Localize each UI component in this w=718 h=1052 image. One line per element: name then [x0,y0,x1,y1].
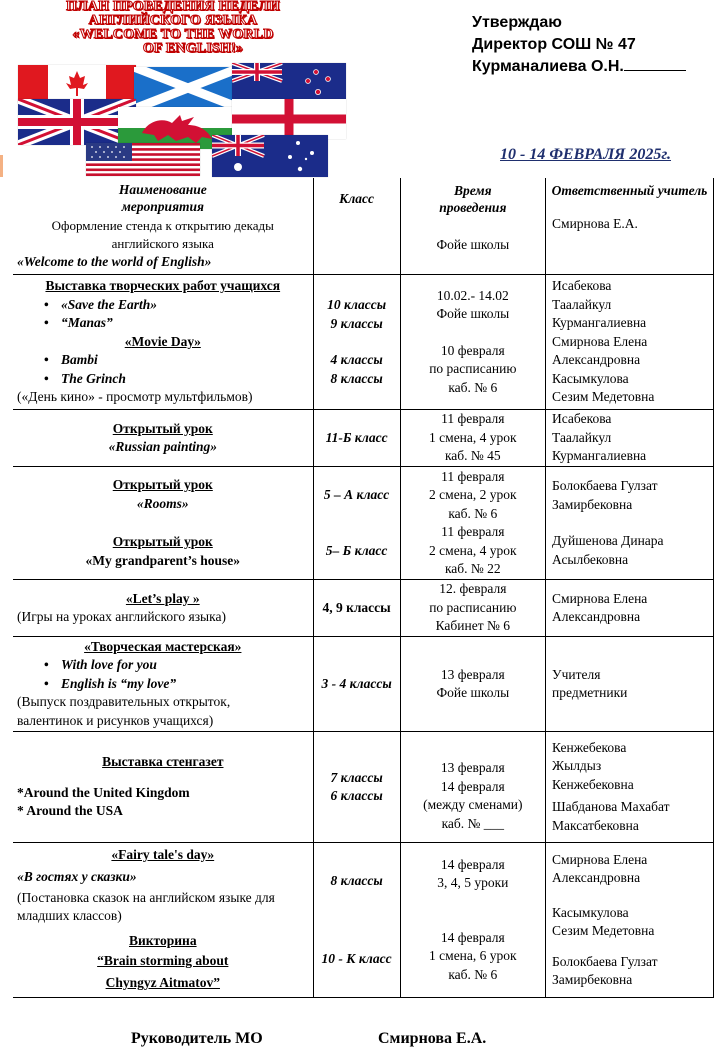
time-value: по расписанию [429,361,517,377]
fairy-tale-class-cell [313,843,400,998]
title-line-2: АНГЛИЙСКОГО ЯЗЫКА [88,13,258,28]
table-row [13,275,714,410]
time-value: 14 февраля [440,929,505,945]
teacher-value: Кенжебекова [552,739,627,755]
teacher-value: Шабданова Махабат [552,799,670,815]
director-name-line [472,56,686,78]
lets-play-note: (Игры на уроках английского языка) [17,609,226,624]
header-name: Наименование мероприятия [118,181,207,214]
newspaper-teacher-cell [546,732,714,843]
canada-flag [18,65,136,103]
quiz-name: Chyngyz Aitmatov” [105,975,220,991]
time-value: 13 февраля [440,666,505,682]
quiz-name: “Brain storming about [97,953,229,969]
lesson-cell [13,410,313,467]
teacher-value: предметники [552,685,628,700]
teacher-value: Замирбековна [552,972,633,987]
time-value: каб. № 6 [448,966,498,982]
class-value: 5– Б класс [325,543,388,558]
director-title: Директор СОШ № 47 [472,36,636,53]
title-line-3: «WELCOME TO THE WORLD [72,27,274,42]
time-value: 13 февраля [440,760,505,775]
teacher-value: Исабекова [552,411,612,427]
title-line-4: OF ENGLISH!» [142,41,244,56]
fairy-tale-teacher-cell [546,843,714,998]
header-class-cell [313,178,400,275]
teacher-value: Болокбаева Гулзат [552,478,658,493]
time-value: 2 смена, 2 урок [429,487,517,502]
class-value: 11-Б класс [313,410,400,467]
time-value: каб. № 6 [448,379,498,395]
list-item: • The Grinch [61,370,309,389]
workshop-teacher-cell [546,637,714,732]
list-item: • English is “my love” [61,675,309,694]
teacher-value: Максатбековна [552,817,639,833]
header-name-cell [13,178,313,275]
teacher-value: Смирнова Елена [552,333,648,349]
fairy-tale-subtitle: «В гостях у сказки» [17,869,137,885]
workshop-time-cell [400,637,545,732]
class-value: 8 классы [330,872,383,888]
footer-name: Смирнова Е.А. [378,1030,487,1047]
fairy-tale-note: (Постановка сказок на английском языке для младших классов) [17,889,275,924]
workshop-cell [13,637,313,732]
exhibition-title: Выставка творческих работ учащихся [45,278,281,294]
time-value: Фойе школы [436,306,510,322]
workshop-title: «Творческая мастерская» [84,638,242,654]
table-row [13,467,714,580]
lesson-name: «My grandparent’s house» [85,552,241,568]
lesson-name: «Rooms» [136,495,189,511]
teacher-value: Учителя [552,666,601,682]
time-value: 11 февраля [441,524,505,539]
lets-play-cell [13,580,313,637]
teacher-value: Таалайкул [552,296,612,312]
time-value: по расписанию [429,599,517,615]
list-item: • “Manas” [61,314,309,333]
time-value: (между сменами) [423,797,523,812]
class-value: 8 классы [330,370,383,386]
scotland-flag [134,67,242,109]
exhibition-class-cell [313,275,400,410]
footer-role: Руководитель МО [131,1030,263,1047]
table-row [13,843,714,998]
plan-title [8,0,338,56]
teacher-value: Дуйшенова Динара [552,533,664,548]
teacher-value: Александровна [552,352,641,368]
teacher-value: Замирбековна [552,496,633,512]
time-value: 1 смена, 4 урок [429,429,517,445]
class-value: 4, 9 классы [313,580,400,637]
class-value: 6 классы [330,788,383,803]
quiz-title: Викторина [128,932,197,948]
australia-flag [212,135,328,177]
teacher-value: Жылдыз [552,758,602,774]
lesson-teacher-cell [546,410,714,467]
time-value: каб. № 6 [448,505,498,521]
teacher-value: Курмангалиевна [552,315,647,331]
list-item: • Bambi [61,351,309,370]
header-teacher: Ответственный учитель [551,183,708,198]
england-flag [232,99,346,139]
teacher-value: Александровна [552,609,641,624]
class-value: 10 - К класс [321,951,392,966]
stand-text: Оформление стенда к открытию декады английского языка [51,217,274,251]
time-value: 11 февраля [441,468,505,484]
class-value: 9 классы [330,315,383,331]
teacher-value: Курмангалиевна [552,448,647,464]
fairy-tale-title: «Fairy tale's day» [111,846,215,862]
lesson-time-cell [400,467,545,580]
class-value: 3 - 4 классы [313,637,400,732]
header-time: Время проведения [439,183,507,215]
lesson-teacher-cell [546,467,714,580]
usa-flag [86,143,200,176]
lesson-title: Открытый урок [112,477,213,492]
director-name: Курманалиева О.Н. [472,58,624,75]
teacher-value: Касымкулова [552,370,629,386]
time-value: 2 смена, 4 урок [429,542,517,558]
time-value: 14 февраля [440,778,505,794]
fairy-tale-cell [13,843,313,998]
table-row [13,178,714,275]
table-row [13,410,714,467]
time-value: 3, 4, 5 уроки [437,875,509,891]
class-value: 5 – А класс [323,486,390,502]
teacher-value: Сезим Медетовна [552,923,655,938]
movie-day-title: «Movie Day» [124,333,201,349]
class-value: 4 классы [330,352,383,367]
time-value: 14 февраля [440,856,505,872]
time-value: каб. № ___ [441,815,505,831]
title-line-1: ПЛАН ПРОВЕДЕНИЯ НЕДЕЛИ [66,0,280,14]
stand-place: Фойе школы [436,237,510,252]
exhibition-cell [13,275,313,410]
newspaper-time-cell [400,732,545,843]
approval-block [472,12,686,78]
lesson-title: Открытый урок [112,534,213,549]
teacher-value: Касымкулова [552,904,629,920]
header-time-cell [400,178,545,275]
time-value: 1 смена, 6 урок [429,948,517,964]
time-value: каб. № 22 [444,561,501,576]
approve-label: Утверждаю [472,14,562,31]
teacher-value: Таалайкул [552,429,612,445]
new-zealand-flag [232,63,346,99]
table-row [13,732,714,843]
teacher-value: Смирнова Елена [552,851,648,867]
newspaper-cell [13,732,313,843]
time-value: Кабинет № 6 [435,618,511,634]
newspaper-title: Выставка стенгазет [102,754,224,770]
list-item: • «Save the Earth» [61,296,309,315]
time-value: 11 февраля [441,411,505,427]
list-item: *Around the United Kingdom [17,784,190,800]
flags-collage [18,63,346,178]
teacher-value: Александровна [552,870,641,885]
teacher-value: Смирнова Елена [552,590,648,606]
signature-line [624,56,686,71]
time-value: каб. № 45 [444,448,501,464]
header-class: Класс [339,191,374,206]
time-value: 10.02.- 14.02 [436,287,509,303]
exhibition-teacher-cell [546,275,714,410]
lets-play-title: «Let’s play » [125,590,200,606]
movie-day-note: («День кино» - просмотр мультфильмов) [17,389,253,405]
margin-mark [0,155,3,177]
date-range: 10 - 14 ФЕВРАЛЯ 2025г. [500,146,672,163]
lesson-cell [13,467,313,580]
list-item: * Around the USA [17,803,123,819]
lets-play-teacher-cell [546,580,714,637]
stand-title: «Welcome to the world of English» [17,253,212,269]
teacher-value: Болокбаева Гулзат [552,953,658,969]
table-row [13,637,714,732]
table-row [13,580,714,637]
lesson-class-cell [313,467,400,580]
fairy-tale-time-cell [400,843,545,998]
time-value: 12. февраля [439,581,507,597]
lets-play-time-cell [400,580,545,637]
workshop-note: (Выпуск поздравительных открыток, валентинок и рисунков учащихся) [17,694,231,728]
teacher-value: Кенжебековна [552,776,634,792]
time-value: Фойе школы [436,685,510,700]
class-value: 7 классы [330,769,383,785]
time-value: 10 февраля [440,342,505,358]
exhibition-time-cell [400,275,545,410]
teacher-value: Исабекова [552,278,612,294]
teacher-value: Сезим Медетовна [552,389,655,405]
stand-teacher: Смирнова Е.А. [552,216,638,231]
lesson-name: «Russian painting» [108,439,217,454]
class-value: 10 классы [327,297,387,312]
list-item: • With love for you [61,656,309,675]
events-table [13,178,714,998]
teacher-value: Асылбековна [552,551,629,567]
lesson-time-cell [400,410,545,467]
header-teacher-cell [546,178,714,275]
lesson-title: Открытый урок [112,420,213,436]
newspaper-class-cell [313,732,400,843]
